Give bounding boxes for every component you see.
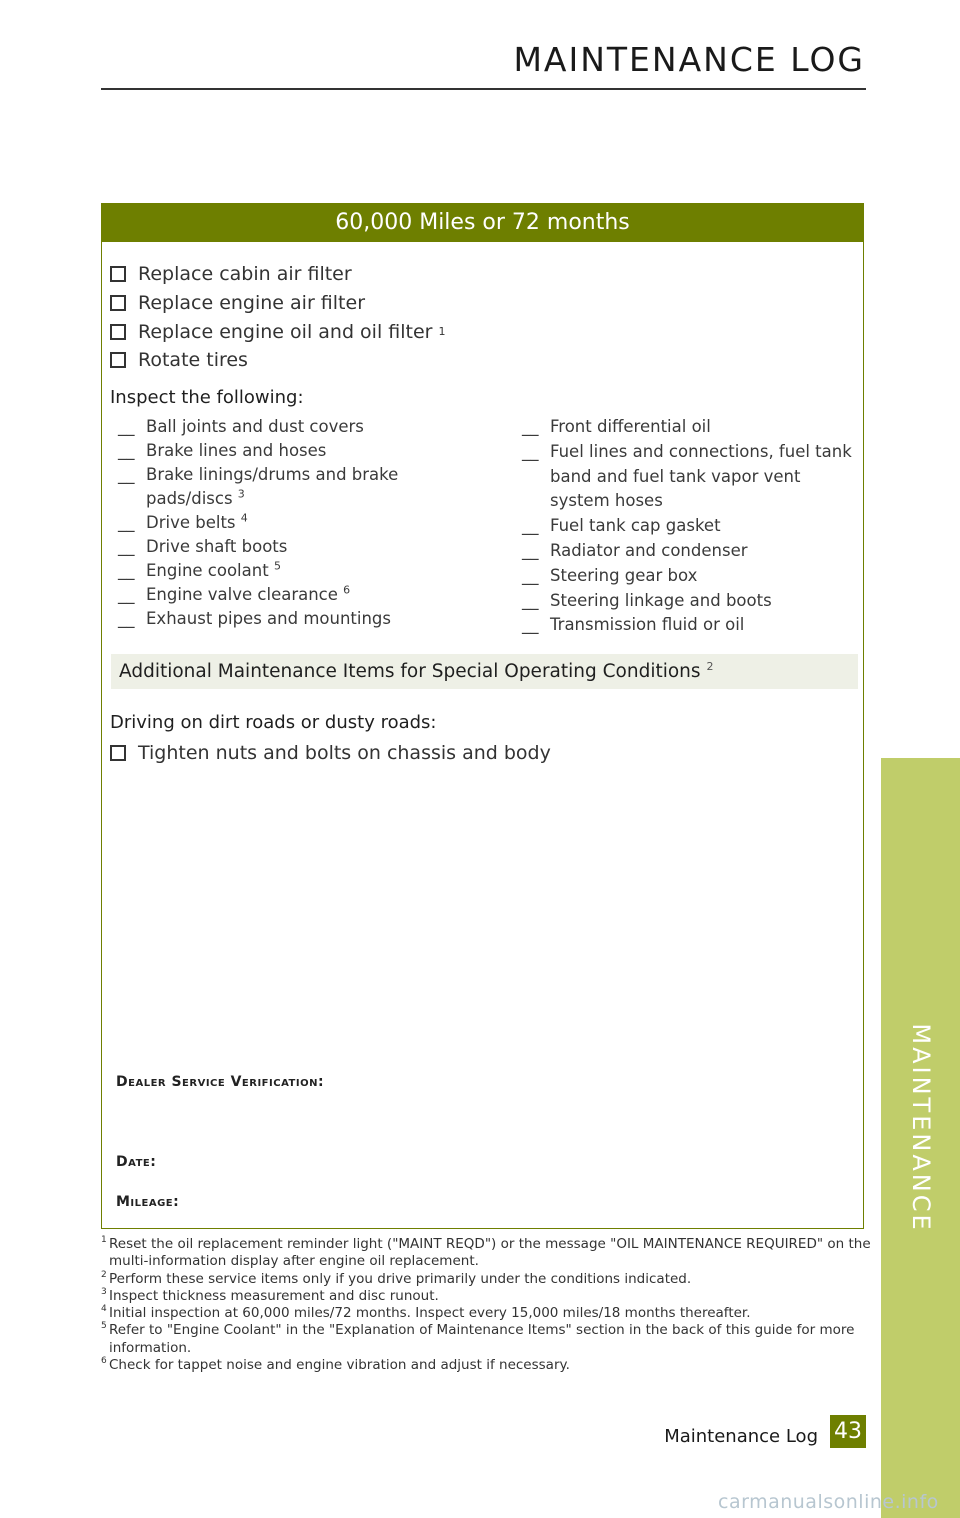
blank-line[interactable]: __ — [118, 585, 135, 604]
inspect-item — [118, 463, 488, 511]
footnote — [101, 1236, 871, 1271]
section-side-tab-label: MAINTENANCE — [906, 1023, 935, 1233]
footer-section-label: Maintenance Log — [664, 1426, 818, 1447]
inspect-item-label: Front differential oil — [550, 417, 711, 436]
check-item[interactable]: Replace engine oil and oil filter 1 — [110, 317, 446, 346]
inspect-item-label: Drive shaft boots — [146, 537, 288, 556]
service-panel — [101, 203, 864, 1229]
footnote-ref: 4 — [240, 511, 248, 525]
inspect-item-label: Brake linings/drums and brake pads/discs — [146, 465, 399, 508]
footnote — [101, 1357, 871, 1374]
service-checklist — [110, 260, 446, 375]
checkbox-icon[interactable] — [110, 266, 126, 282]
footnote-ref: 3 — [237, 487, 245, 501]
footnote — [101, 1305, 871, 1322]
inspect-item-label: Radiator and condenser — [550, 540, 748, 560]
inspect-item — [118, 535, 488, 559]
footnote-number: 1 — [101, 1235, 107, 1245]
inspect-item-label: Exhaust pipes and mountings — [146, 609, 392, 628]
blank-line[interactable]: __ — [118, 417, 135, 436]
mileage-label: Mileage: — [116, 1194, 180, 1210]
inspect-item — [522, 613, 862, 638]
check-item[interactable] — [110, 260, 446, 289]
blank-line[interactable]: __ — [118, 561, 135, 580]
inspect-item-label: Fuel tank cap gasket — [550, 516, 721, 536]
checkbox-icon[interactable] — [110, 324, 126, 340]
watermark: carmanualsonline.info — [718, 1491, 939, 1513]
dealer-verification-label: Dealer Service Verification: — [116, 1074, 325, 1090]
inspect-item-label: Steering gear box — [550, 565, 698, 585]
page-number: 43 — [830, 1415, 866, 1448]
dirt-roads-checklist — [110, 739, 551, 768]
inspect-item-label: Ball joints and dust covers — [146, 417, 364, 436]
check-item-label: Rotate tires — [138, 349, 248, 372]
footnote — [101, 1322, 871, 1357]
section-side-tab-label-wrap — [881, 758, 960, 1518]
inspect-item-label: Engine valve clearance — [146, 585, 338, 604]
inspect-item — [522, 514, 862, 539]
footnote-number: 2 — [101, 1269, 107, 1280]
inspect-item — [522, 564, 862, 589]
inspect-list-left — [118, 415, 488, 631]
inspect-item-label: Brake lines and hoses — [146, 441, 327, 460]
blank-line[interactable]: __ — [118, 537, 135, 556]
blank-line[interactable]: __ — [522, 540, 539, 560]
additional-maintenance-heading — [111, 654, 858, 689]
footnote-number: 3 — [101, 1286, 107, 1297]
inspect-item — [522, 440, 862, 514]
inspect-item — [522, 539, 862, 564]
page-title: MAINTENANCE LOG — [513, 40, 865, 79]
footnote-number: 4 — [101, 1304, 107, 1315]
footnote — [101, 1271, 871, 1288]
blank-line[interactable]: __ — [118, 513, 135, 532]
footnote — [101, 1288, 871, 1305]
footnote-ref: 6 — [343, 583, 351, 597]
blank-line[interactable]: __ — [522, 590, 539, 610]
blank-line[interactable]: __ — [522, 516, 539, 536]
inspect-item — [118, 439, 488, 463]
inspect-item — [118, 415, 488, 439]
footnote-text: Initial inspection at 60,000 miles/72 months. Inspect every 15,000 miles/18 months thereafter. — [109, 1305, 751, 1322]
panel-header: 60,000 Miles or 72 months — [102, 204, 863, 242]
inspect-item — [118, 559, 488, 583]
inspect-item-label: Transmission fluid or oil — [550, 615, 745, 635]
check-item-label: Replace cabin air filter — [138, 263, 352, 286]
date-label: Date: — [116, 1154, 157, 1170]
footnote-text: Perform these service items only if you drive primarily under the conditions indicated. — [109, 1270, 692, 1287]
footnote-ref: 2 — [706, 659, 714, 673]
check-item-label: Tighten nuts and bolts on chassis and body — [138, 742, 551, 765]
inspect-item-label: Drive belts — [146, 513, 236, 532]
footnote-text: Refer to "Engine Coolant" in the "Explanation of Maintenance Items" section in the back of this guide for more information. — [109, 1322, 855, 1356]
inspect-heading: Inspect the following: — [110, 387, 304, 408]
title-divider — [101, 88, 866, 90]
dirt-roads-heading: Driving on dirt roads or dusty roads: — [110, 712, 437, 733]
footnote-text: Reset the oil replacement reminder light ("MAINT REQD") or the message "OIL MAINTENANCE REQUIRED" on the multi-information display after engine oil replacement. — [109, 1236, 871, 1270]
check-item[interactable] — [110, 346, 446, 375]
blank-line[interactable]: __ — [118, 441, 135, 460]
inspect-item — [118, 583, 488, 607]
blank-line[interactable]: __ — [118, 465, 135, 484]
inspect-item — [522, 415, 862, 440]
footnote-text: Inspect thickness measurement and disc runout. — [109, 1287, 439, 1304]
check-item-label: Replace engine air filter — [138, 292, 366, 315]
inspect-item-label: Fuel lines and connections, fuel tank band and fuel tank vapor vent system hoses — [550, 441, 852, 511]
inspect-item — [118, 607, 488, 631]
blank-line[interactable]: __ — [522, 565, 539, 585]
inspect-list-right — [522, 415, 862, 638]
inspect-item — [522, 589, 862, 614]
blank-line[interactable]: __ — [522, 441, 539, 461]
checkbox-icon[interactable] — [110, 352, 126, 368]
inspect-item-label: Steering linkage and boots — [550, 590, 772, 610]
checkbox-icon[interactable] — [110, 295, 126, 311]
footnote-number: 6 — [101, 1356, 107, 1367]
inspect-item-label: Engine coolant — [146, 561, 269, 580]
inspect-item — [118, 511, 488, 535]
check-item[interactable] — [110, 739, 551, 768]
check-item-label: Replace engine oil and oil filter — [138, 320, 433, 343]
footnote-text: Check for tappet noise and engine vibration and adjust if necessary. — [109, 1357, 570, 1374]
check-item[interactable] — [110, 289, 446, 318]
checkbox-icon[interactable] — [110, 745, 126, 761]
blank-line[interactable]: __ — [522, 417, 539, 436]
blank-line[interactable]: __ — [118, 609, 135, 628]
footnotes — [101, 1236, 871, 1374]
blank-line[interactable]: __ — [522, 615, 539, 635]
footnote-ref: 5 — [273, 559, 281, 573]
additional-maintenance-title: Additional Maintenance Items for Special Operating Conditions — [119, 661, 701, 682]
footnote-number: 5 — [101, 1321, 107, 1332]
